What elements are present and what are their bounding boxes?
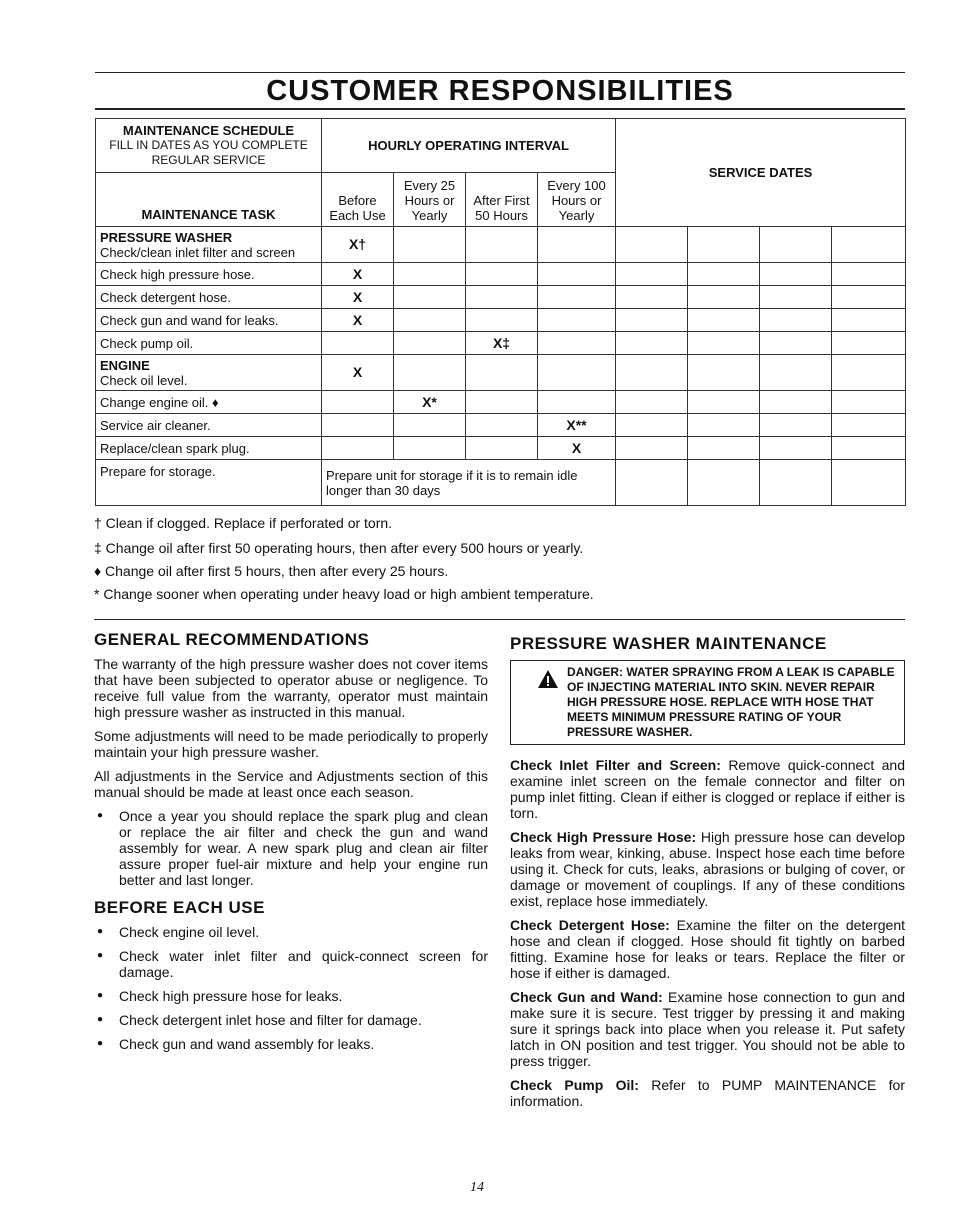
task-label: Change engine oil. ♦ [96,391,322,414]
maintenance-item [510,829,905,909]
interval-mark [538,355,616,391]
interval-mark [394,263,466,286]
service-date-cell[interactable] [832,332,906,355]
col3-line1: After First [473,193,530,208]
section-heading: ENGINE [100,357,150,373]
col3-line2: 50 Hours [475,208,528,223]
left-column [94,630,488,1060]
table-row [96,391,906,414]
list-item-text: Check water inlet filter and quick-connect screen for damage. [119,948,488,980]
item-label: Check Inlet Filter and Screen: [510,757,721,773]
item-label: Check High Pressure Hose: [510,829,697,845]
interval-mark [466,437,538,460]
service-date-cell[interactable] [688,414,760,437]
every-100-hours-header [538,173,616,227]
interval-mark: X [322,355,394,391]
interval-mark: X [538,437,616,460]
task-cell [96,355,322,391]
list-item-text: Check high pressure hose for leaks. [119,988,343,1004]
right-column [510,634,905,1117]
col4-line2: Hours or [551,193,602,208]
interval-mark [322,391,394,414]
service-date-cell[interactable] [760,391,832,414]
service-date-cell[interactable] [688,227,760,263]
schedule-header-sub1: FILL IN DATES AS YOU COMPLETE [109,138,308,152]
list-item-text: Check detergent inlet hose and filter for damage. [119,1012,422,1028]
service-date-cell[interactable] [688,286,760,309]
service-date-cell[interactable] [616,355,688,391]
interval-mark [538,332,616,355]
bullet-icon: ● [97,1038,104,1049]
service-date-cell[interactable] [832,286,906,309]
service-date-cell[interactable] [688,355,760,391]
table-row [96,286,906,309]
service-date-cell[interactable] [688,309,760,332]
interval-mark [322,437,394,460]
storage-note-line2: longer than 30 days [326,482,441,498]
col1-line1: Before [338,193,377,208]
interval-mark [538,227,616,263]
item-text: Examine hose connection to gun and make sure it is secure. Test trigger by pressing it and making sure it springs back into place when you release it. Put safety latch in ON position and test trigger. You should not be able to press trigger. [510,989,906,1069]
bullet-icon: ● [97,1014,104,1025]
service-date-cell[interactable] [832,460,906,506]
section-divider [94,619,905,620]
service-date-cell[interactable] [760,332,832,355]
before-each-use-list [94,924,488,1052]
before-each-use-header [322,173,394,227]
danger-text: DANGER: WATER SPRAYING FROM A LEAK IS CAPABLE OF INJECTING MATERIAL INTO SKIN. NEVER REPAIR HIGH PRESSURE HOSE. REPLACE WITH HOSE THAT MEETS MINIMUM PRESSURE RATING OF YOUR PRESSURE WASHER. [567,665,895,739]
table-row [96,309,906,332]
service-date-cell[interactable] [760,414,832,437]
task-label: Replace/clean spark plug. [96,437,322,460]
maintenance-schedule-table [95,118,906,506]
interval-header: HOURLY OPERATING INTERVAL [322,119,616,173]
col4-line3: Yearly [558,208,595,223]
service-date-cell[interactable] [832,263,906,286]
interval-mark [466,263,538,286]
page-title: CUSTOMER RESPONSIBILITIES [266,75,734,107]
bullet-icon: ● [97,810,104,821]
schedule-header-sub2: REGULAR SERVICE [151,153,266,167]
list-item [94,924,488,940]
task-label: Check oil level. [100,372,188,388]
service-date-cell[interactable] [832,391,906,414]
service-date-cell[interactable] [616,286,688,309]
service-date-cell[interactable] [832,309,906,332]
pressure-washer-maintenance-heading: PRESSURE WASHER MAINTENANCE [510,634,827,653]
service-date-cell[interactable] [760,309,832,332]
col2-line2: Hours or [404,193,455,208]
before-each-use-heading: BEFORE EACH USE [94,898,265,917]
service-date-cell[interactable] [832,414,906,437]
footnote: † Clean if clogged. Replace if perforated or torn. [94,515,393,531]
warning-triangle-icon [537,669,559,693]
task-label: Prepare for storage. [96,460,322,506]
service-date-cell[interactable] [760,227,832,263]
table-row [96,437,906,460]
service-date-cell[interactable] [616,227,688,263]
list-item-text: Check engine oil level. [119,924,260,940]
general-paragraph: Some adjustments will need to be made periodically to properly maintain your high pressure washer. [94,728,488,760]
interval-mark: X† [322,227,394,263]
maintenance-item [510,917,905,981]
item-label: Check Detergent Hose: [510,917,670,933]
list-item [94,988,488,1004]
interval-mark: X [322,263,394,286]
page-number: 14 [470,1180,484,1195]
task-label: Check detergent hose. [96,286,322,309]
service-date-cell[interactable] [688,332,760,355]
table-row [96,227,906,263]
footnote: * Change sooner when operating under heavy load or high ambient temperature. [94,586,594,602]
col2-line3: Yearly [411,208,448,223]
interval-mark [394,286,466,309]
interval-mark [538,286,616,309]
general-paragraph: All adjustments in the Service and Adjustments section of this manual should be made at least once each season. [94,768,488,800]
task-label: Service air cleaner. [96,414,322,437]
service-date-cell[interactable] [616,414,688,437]
service-date-cell[interactable] [688,460,760,506]
schedule-header-title: MAINTENANCE SCHEDULE [122,123,295,138]
storage-note-cell [322,460,616,506]
list-item [94,1036,488,1052]
interval-mark [394,332,466,355]
every-25-hours-header [394,173,466,227]
service-date-cell[interactable] [616,460,688,506]
general-paragraph: The warranty of the high pressure washer does not cover items that have been subjected to operator abuse or negligence. To receive full value from the warranty, operator must maintain high pressure washer as instructed in this manual. [94,656,488,720]
service-date-cell[interactable] [832,227,906,263]
col1-line2: Each Use [329,208,386,223]
after-first-50-header [466,173,538,227]
section-heading: PRESSURE WASHER [100,229,233,245]
interval-mark [538,391,616,414]
service-date-cell[interactable] [688,263,760,286]
service-date-cell[interactable] [616,332,688,355]
task-label: Check pump oil. [96,332,322,355]
interval-mark [394,437,466,460]
bullet-icon: ● [97,950,104,961]
danger-notice [510,660,905,745]
interval-mark [394,414,466,437]
general-recommendations-heading: GENERAL RECOMMENDATIONS [94,630,370,649]
maintenance-item [510,1077,905,1109]
list-item [94,948,488,980]
footnote: ‡ Change oil after first 50 operating hours, then after every 500 hours or yearly. [94,540,584,556]
list-item-text: Once a year you should replace the spark plug and clean or replace the air filter and check the gun and wand assembly for wear. A new spark plug and clean air filter assure proper fuel-air mixture and help your engine run better and last longer. [119,808,488,888]
schedule-header-cell [96,119,322,173]
interval-mark [394,309,466,332]
task-label: Check high pressure hose. [96,263,322,286]
col2-line1: Every 25 [403,178,456,193]
table-row [96,414,906,437]
service-date-cell[interactable] [688,391,760,414]
task-cell [96,227,322,263]
interval-mark: X** [538,414,616,437]
table-row [96,355,906,391]
item-text: Remove quick-connect and examine inlet screen on the female connector and filter on pump inlet fitting. Clean if either is clogged or replace if either is torn. [510,757,905,821]
service-date-cell[interactable] [616,437,688,460]
bullet-icon: ● [97,990,104,1001]
list-item [94,1012,488,1028]
service-date-cell[interactable] [760,263,832,286]
interval-mark [538,309,616,332]
service-date-cell[interactable] [832,437,906,460]
top-rule [95,72,905,73]
service-date-cell[interactable] [832,355,906,391]
maintenance-item [510,989,905,1069]
item-label: Check Gun and Wand: [510,989,663,1005]
service-date-cell[interactable] [616,263,688,286]
interval-mark: X [322,309,394,332]
interval-mark [322,414,394,437]
service-dates-header: SERVICE DATES [616,119,906,227]
service-date-cell[interactable] [760,286,832,309]
interval-mark [466,227,538,263]
general-list [94,808,488,888]
table-row [96,460,906,506]
interval-mark [394,355,466,391]
interval-mark [466,355,538,391]
item-text: Refer to PUMP MAINTENANCE for information. [510,1077,905,1109]
interval-mark: X* [394,391,466,414]
task-column-header: MAINTENANCE TASK [96,173,322,227]
col4-line1: Every 100 [547,178,606,193]
maintenance-item [510,757,905,821]
storage-note-line1: Prepare unit for storage if it is to remain idle [326,467,578,483]
interval-mark [538,263,616,286]
task-label: Check/clean inlet filter and screen [100,244,296,260]
interval-mark [466,309,538,332]
item-text: High pressure hose can develop leaks from wear, kinking, abuse. Inspect hose each time before using it. Check for cuts, leaks, abrasions or bulging of cover, or damage or movement of couplings. If any of these conditions exist, replace hose immediately. [510,829,906,909]
service-date-cell[interactable] [760,355,832,391]
interval-mark: X [322,286,394,309]
list-item [94,808,488,888]
service-date-cell[interactable] [688,437,760,460]
item-text: Examine the filter on the detergent hose and clean if clogged. Hose should fit tightly on barbed fitting. Examine hose for leaks or tears. Replace the filter or hose if either is damaged. [510,917,906,981]
list-item-text: Check gun and wand assembly for leaks. [119,1036,375,1052]
item-label: Check Pump Oil: [510,1077,639,1093]
service-date-cell[interactable] [760,437,832,460]
interval-mark [322,332,394,355]
service-date-cell[interactable] [616,391,688,414]
title-underline [95,108,905,110]
footnote: ♦ Change oil after first 5 hours, then after every 25 hours. [94,563,449,579]
task-label: Check gun and wand for leaks. [96,309,322,332]
interval-mark [466,414,538,437]
table-row [96,332,906,355]
bullet-icon: ● [97,926,104,937]
interval-mark: X‡ [466,332,538,355]
service-date-cell[interactable] [616,309,688,332]
interval-mark [394,227,466,263]
service-date-cell[interactable] [760,460,832,506]
interval-mark [466,391,538,414]
interval-mark [466,286,538,309]
table-row [96,263,906,286]
